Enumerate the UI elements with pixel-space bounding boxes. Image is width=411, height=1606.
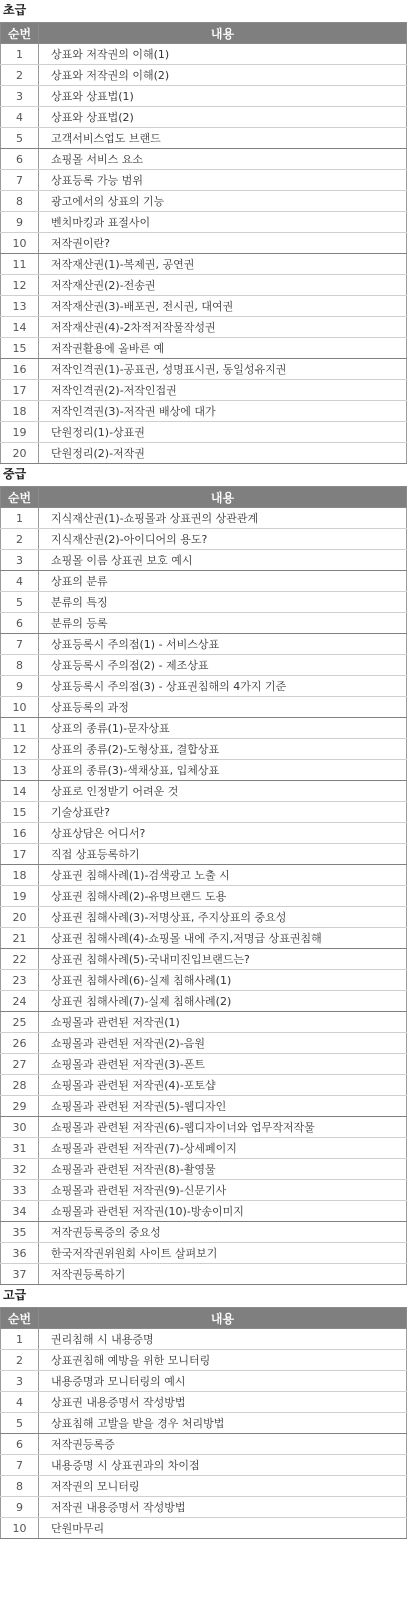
table-row (1, 1434, 407, 1455)
row-number: 13 (1, 760, 39, 781)
table-row (1, 1497, 407, 1518)
row-number: 33 (1, 1180, 39, 1201)
row-number: 2 (1, 65, 39, 86)
table-header-row (1, 23, 407, 44)
table-row (1, 760, 407, 781)
row-content: 상표와 저작권의 이해(1) (39, 44, 407, 65)
table-row (1, 970, 407, 991)
table-row (1, 1518, 407, 1539)
column-header-content: 내용 (39, 1308, 407, 1329)
row-content: 저작인격권(1)-공표권, 성명표시권, 동일성유지권 (39, 359, 407, 380)
row-content: 상표권 침해사례(1)-검색광고 노출 시 (39, 865, 407, 886)
section-beginner (0, 0, 411, 464)
table-row (1, 1117, 407, 1138)
row-content: 지식재산권(1)-쇼핑몰과 상표권의 상관관계 (39, 508, 407, 529)
row-content: 권리침해 시 내용증명 (39, 1329, 407, 1350)
column-header-content: 내용 (39, 487, 407, 508)
row-number: 4 (1, 571, 39, 592)
row-content: 단원마무리 (39, 1518, 407, 1539)
section-advanced (0, 1285, 411, 1539)
column-header-number: 순번 (1, 1308, 39, 1329)
row-content: 상표권침해 예방을 위한 모니터링 (39, 1350, 407, 1371)
section-intermediate (0, 464, 411, 1285)
row-number: 7 (1, 1455, 39, 1476)
table-row (1, 1413, 407, 1434)
table-row (1, 655, 407, 676)
row-number: 11 (1, 718, 39, 739)
row-number: 14 (1, 781, 39, 802)
row-content: 단원정리(1)-상표권 (39, 422, 407, 443)
table-row (1, 697, 407, 718)
table-row (1, 86, 407, 107)
row-content: 분류의 특징 (39, 592, 407, 613)
row-content: 저작인격권(3)-저작권 배상에 대가 (39, 401, 407, 422)
section-title: 중급 (3, 467, 27, 481)
table-row (1, 254, 407, 275)
row-number: 3 (1, 1371, 39, 1392)
row-number: 17 (1, 380, 39, 401)
table-row (1, 739, 407, 760)
row-number: 9 (1, 676, 39, 697)
row-content: 상표등록의 과정 (39, 697, 407, 718)
table-row (1, 317, 407, 338)
table-row (1, 865, 407, 886)
row-content: 저작인격권(2)-저작인접권 (39, 380, 407, 401)
row-number: 31 (1, 1138, 39, 1159)
row-content: 쇼핑몰과 관련된 저작권(2)-음원 (39, 1033, 407, 1054)
table-row (1, 1075, 407, 1096)
table-row (1, 233, 407, 254)
table-row (1, 949, 407, 970)
row-content: 상표의 종류(1)-문자상표 (39, 718, 407, 739)
table-row (1, 802, 407, 823)
row-number: 29 (1, 1096, 39, 1117)
curriculum-table (0, 1307, 407, 1539)
row-number: 24 (1, 991, 39, 1012)
row-content: 쇼핑몰과 관련된 저작권(5)-웹디자인 (39, 1096, 407, 1117)
row-number: 34 (1, 1201, 39, 1222)
row-number: 1 (1, 508, 39, 529)
row-content: 쇼핑몰과 관련된 저작권(6)-웹디자이너와 업무작저작물 (39, 1117, 407, 1138)
row-content: 쇼핑몰 이름 상표권 보호 예시 (39, 550, 407, 571)
table-row (1, 1012, 407, 1033)
row-number: 26 (1, 1033, 39, 1054)
row-content: 내용증명과 모니터링의 예시 (39, 1371, 407, 1392)
row-number: 3 (1, 550, 39, 571)
row-number: 19 (1, 886, 39, 907)
row-number: 27 (1, 1054, 39, 1075)
row-content: 저작권등록하기 (39, 1264, 407, 1285)
row-number: 8 (1, 191, 39, 212)
row-number: 8 (1, 1476, 39, 1497)
table-row (1, 1371, 407, 1392)
row-content: 상표의 종류(3)-색채상표, 입체상표 (39, 760, 407, 781)
row-content: 상표권 침해사례(7)-실제 침해사례(2) (39, 991, 407, 1012)
column-header-number: 순번 (1, 487, 39, 508)
table-row (1, 149, 407, 170)
table-row (1, 718, 407, 739)
row-number: 18 (1, 401, 39, 422)
row-number: 1 (1, 44, 39, 65)
row-content: 저작재산권(1)-복제권, 공연권 (39, 254, 407, 275)
row-number: 6 (1, 1434, 39, 1455)
row-number: 6 (1, 613, 39, 634)
table-header-row (1, 1308, 407, 1329)
row-content: 상표등록시 주의점(2) - 제조상표 (39, 655, 407, 676)
table-row (1, 1180, 407, 1201)
row-content: 분류의 등록 (39, 613, 407, 634)
row-number: 13 (1, 296, 39, 317)
row-content: 상표등록시 주의점(1) - 서비스상표 (39, 634, 407, 655)
table-row (1, 928, 407, 949)
row-number: 9 (1, 212, 39, 233)
row-number: 15 (1, 338, 39, 359)
row-number: 20 (1, 443, 39, 464)
table-row (1, 676, 407, 697)
table-row (1, 1476, 407, 1497)
row-number: 12 (1, 275, 39, 296)
table-row (1, 844, 407, 865)
row-number: 7 (1, 170, 39, 191)
table-row (1, 634, 407, 655)
row-content: 쇼핑몰과 관련된 저작권(1) (39, 1012, 407, 1033)
table-row (1, 1096, 407, 1117)
row-content: 저작재산권(4)-2차적저작물작성권 (39, 317, 407, 338)
row-content: 상표권 침해사례(3)-저명상표, 주지상표의 중요성 (39, 907, 407, 928)
table-row (1, 128, 407, 149)
row-number: 5 (1, 128, 39, 149)
row-number: 15 (1, 802, 39, 823)
row-number: 32 (1, 1159, 39, 1180)
table-row (1, 529, 407, 550)
row-content: 내용증명 시 상표권과의 차이점 (39, 1455, 407, 1476)
row-content: 쇼핑몰과 관련된 저작권(9)-신문기사 (39, 1180, 407, 1201)
row-content: 상표상담은 어디서? (39, 823, 407, 844)
row-content: 상표권 내용증명서 작성방법 (39, 1392, 407, 1413)
table-row (1, 1350, 407, 1371)
row-content: 고객서비스업도 브랜드 (39, 128, 407, 149)
table-row (1, 443, 407, 464)
row-number: 10 (1, 1518, 39, 1539)
row-number: 2 (1, 529, 39, 550)
row-number: 17 (1, 844, 39, 865)
row-content: 쇼핑몰과 관련된 저작권(10)-방송이미지 (39, 1201, 407, 1222)
table-row (1, 613, 407, 634)
row-content: 저작재산권(2)-전송권 (39, 275, 407, 296)
row-content: 상표권 침해사례(5)-국내미진입브랜드는? (39, 949, 407, 970)
row-content: 쇼핑몰과 관련된 저작권(3)-폰트 (39, 1054, 407, 1075)
table-row (1, 212, 407, 233)
row-number: 5 (1, 1413, 39, 1434)
row-content: 상표와 저작권의 이해(2) (39, 65, 407, 86)
row-content: 상표의 분류 (39, 571, 407, 592)
table-row (1, 191, 407, 212)
row-content: 상표권 침해사례(4)-쇼핑몰 내에 주지,저명급 상표권침해 (39, 928, 407, 949)
row-number: 7 (1, 634, 39, 655)
row-content: 상표와 상표법(1) (39, 86, 407, 107)
table-row (1, 1455, 407, 1476)
table-row (1, 991, 407, 1012)
row-content: 쇼핑몰 서비스 요소 (39, 149, 407, 170)
section-title: 고급 (3, 1288, 27, 1302)
row-number: 10 (1, 697, 39, 718)
row-content: 저작권활용에 올바른 예 (39, 338, 407, 359)
row-number: 36 (1, 1243, 39, 1264)
row-content: 상표침해 고발을 받을 경우 처리방법 (39, 1413, 407, 1434)
table-row (1, 1159, 407, 1180)
table-row (1, 380, 407, 401)
row-content: 저작권이란? (39, 233, 407, 254)
row-number: 4 (1, 1392, 39, 1413)
row-content: 상표등록 가능 범위 (39, 170, 407, 191)
row-number: 14 (1, 317, 39, 338)
table-row (1, 1243, 407, 1264)
row-number: 28 (1, 1075, 39, 1096)
row-content: 직접 상표등록하기 (39, 844, 407, 865)
section-title: 초급 (3, 3, 27, 17)
table-row (1, 1222, 407, 1243)
table-row (1, 781, 407, 802)
row-content: 상표등록시 주의점(3) - 상표권침해의 4가지 기준 (39, 676, 407, 697)
table-row (1, 1138, 407, 1159)
row-number: 21 (1, 928, 39, 949)
row-number: 10 (1, 233, 39, 254)
row-content: 상표권 침해사례(2)-유명브랜드 도용 (39, 886, 407, 907)
table-row (1, 1264, 407, 1285)
table-row (1, 401, 407, 422)
table-row (1, 296, 407, 317)
row-number: 3 (1, 86, 39, 107)
table-row (1, 170, 407, 191)
row-number: 5 (1, 592, 39, 613)
row-content: 지식재산권(2)-아이디어의 용도? (39, 529, 407, 550)
row-number: 6 (1, 149, 39, 170)
table-row (1, 550, 407, 571)
table-row (1, 1033, 407, 1054)
row-content: 상표로 인정받기 어려운 것 (39, 781, 407, 802)
table-row (1, 338, 407, 359)
row-content: 저작권등록증의 중요성 (39, 1222, 407, 1243)
row-number: 23 (1, 970, 39, 991)
table-row (1, 886, 407, 907)
row-number: 16 (1, 823, 39, 844)
column-header-number: 순번 (1, 23, 39, 44)
row-number: 18 (1, 865, 39, 886)
table-row (1, 592, 407, 613)
curriculum-table (0, 22, 407, 464)
row-content: 벤치마킹과 표절사이 (39, 212, 407, 233)
table-row (1, 907, 407, 928)
table-row (1, 823, 407, 844)
table-row (1, 107, 407, 128)
row-number: 19 (1, 422, 39, 443)
row-content: 상표의 종류(2)-도형상표, 결합상표 (39, 739, 407, 760)
row-number: 35 (1, 1222, 39, 1243)
row-content: 쇼핑몰과 관련된 저작권(8)-촬영물 (39, 1159, 407, 1180)
column-header-content: 내용 (39, 23, 407, 44)
row-number: 9 (1, 1497, 39, 1518)
table-row (1, 44, 407, 65)
table-row (1, 1054, 407, 1075)
row-number: 20 (1, 907, 39, 928)
row-number: 8 (1, 655, 39, 676)
table-row (1, 1392, 407, 1413)
row-number: 16 (1, 359, 39, 380)
table-row (1, 359, 407, 380)
row-content: 기술상표란? (39, 802, 407, 823)
row-content: 쇼핑몰과 관련된 저작권(4)-포토샵 (39, 1075, 407, 1096)
row-content: 상표와 상표법(2) (39, 107, 407, 128)
table-row (1, 1201, 407, 1222)
row-content: 저작권의 모니터링 (39, 1476, 407, 1497)
row-content: 저작재산권(3)-배포권, 전시권, 대여권 (39, 296, 407, 317)
row-content: 상표권 침해사례(6)-실제 침해사례(1) (39, 970, 407, 991)
table-row (1, 275, 407, 296)
row-number: 12 (1, 739, 39, 760)
table-row (1, 1329, 407, 1350)
table-header-row (1, 487, 407, 508)
row-number: 30 (1, 1117, 39, 1138)
row-number: 25 (1, 1012, 39, 1033)
row-content: 쇼핑몰과 관련된 저작권(7)-상세페이지 (39, 1138, 407, 1159)
row-number: 1 (1, 1329, 39, 1350)
row-number: 4 (1, 107, 39, 128)
row-content: 단원정리(2)-저작권 (39, 443, 407, 464)
table-row (1, 65, 407, 86)
row-number: 37 (1, 1264, 39, 1285)
row-content: 저작권등록증 (39, 1434, 407, 1455)
curriculum-table (0, 486, 407, 1285)
table-row (1, 422, 407, 443)
row-number: 11 (1, 254, 39, 275)
table-row (1, 508, 407, 529)
row-number: 2 (1, 1350, 39, 1371)
row-content: 한국저작권위원회 사이트 살펴보기 (39, 1243, 407, 1264)
row-content: 광고에서의 상표의 기능 (39, 191, 407, 212)
row-number: 22 (1, 949, 39, 970)
row-content: 저작권 내용증명서 작성방법 (39, 1497, 407, 1518)
table-row (1, 571, 407, 592)
